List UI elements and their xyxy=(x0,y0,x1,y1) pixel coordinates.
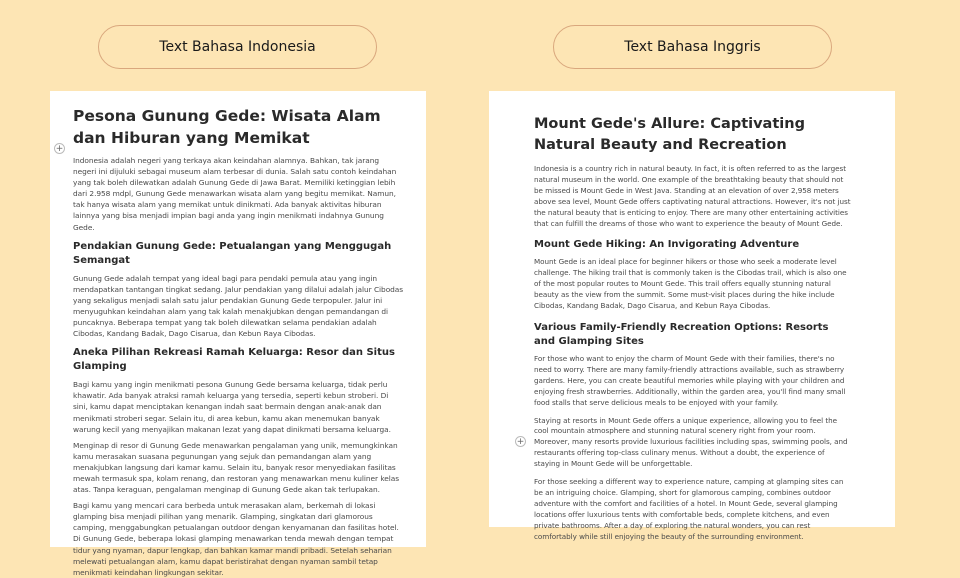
doc-title: Mount Gede's Allure: Captivating Natural Beauty and Recreation xyxy=(534,116,805,153)
family-paragraph: For those who want to enjoy the charm of Mount Gede with their families, there's no need to worry. There are many family-friendly attractions available, such as strawberry gardens. Here, you can create beautiful memories while playing with your children and enjoying fresh strawberries. Additionally, within the garden area, you'll find many small food stalls that serve delicious meals to be enjoyed with your family. xyxy=(534,353,846,407)
section-heading-recreation: Various Family-Friendly Recreation Options: Resorts and Glamping Sites xyxy=(534,321,829,347)
intro-paragraph: Indonesia adalah negeri yang terkaya akan keindahan alamnya. Bahkan, tak jarang negeri ini dijuluki sebagai museum alam terbesar di dunia. Salah satu contoh keindahan yang tak boleh dilewatkan adalah Gunung Gede di Jawa Barat. Memiliki ketinggian lebih dari 2.958 mdpl, Gunung Gede menawarkan wisata alam yang begitu memikat. Namun, tak hanya wisata alam yang memikat untuk dinikmati. Ada banyak aktivitas hiburan lainnya yang bisa menjadi impian bagi anda yang ingin menikmati indahnya Gunung Gede. xyxy=(73,156,397,232)
doc-title: Pesona Gunung Gede: Wisata Alam dan Hiburan yang Memikat xyxy=(73,107,381,147)
indonesian-document[interactable] xyxy=(50,91,426,577)
english-document[interactable] xyxy=(489,91,895,541)
label-indonesian-text: Text Bahasa Indonesia xyxy=(98,25,377,69)
glamping-paragraph: Bagi kamu yang mencari cara berbeda untuk merasakan alam, berkemah di lokasi glamping bisa menjadi pilihan yang menarik. Glamping, singkatan dari glamorous camping, menggabungkan petualangan outdoor dengan kenyamanan dan fasilitas hotel. Di Gunung Gede, beberapa lokasi glamping menawarkan tenda mewah dengan tempat tidur yang nyaman, dapur lengkap, dan bahkan kamar mandi pribadi. Setelah seharian melewati petualangan alam, kamu dapat beristirahat dengan nyaman sambil tetap menikmati keindahan lingkungan sekitar. xyxy=(73,501,399,577)
plus-icon[interactable]: + xyxy=(516,437,525,447)
section-heading-hiking: Pendakian Gunung Gede: Petualangan yang Menggugah Semangat xyxy=(73,240,392,266)
hiking-paragraph: Gunung Gede adalah tempat yang ideal bagi para pendaki pemula atau yang ingin mendapatkan tantangan tingkat sedang. Jalur pendakian yang dilalui adalah jalur Cibodas yang sekaligus menjadi salah satu jalur pendakian Gunung Gede terpopuler. Jalur ini menyuguhkan keindahan alam yang tak kalah menakjubkan dengan pemandangan di puncaknya. Beberapa tempat yang tak boleh dilewatkan selama pendakian adalah Cibodas, Kandang Badak, Dago Cisarua, dan Kebun Raya Cibodas. xyxy=(73,273,404,339)
resort-paragraph: Staying at resorts in Mount Gede offers a unique experience, allowing you to feel the cool mountain atmosphere and stunning natural scenery right from your room. Moreover, many resorts provide luxurious facilities including spas, swimming pools, and restaurants offering top-class culinary menus. Without a doubt, the experience of staying in Mount Gede will be unforgettable. xyxy=(534,415,848,469)
label-english-text: Text Bahasa Inggris xyxy=(553,25,832,69)
intro-paragraph: Indonesia is a country rich in natural beauty. In fact, it is often referred to as the largest natural museum in the world. One example of the breathtaking beauty that should not be missed is Mount Gede in West Java. Standing at an elevation of over 2,958 meters above sea level, Mount Gede offers captivating natural attractions. However, it's not just the natural beauty that is enticing to enjoy. There are many other entertaining activities that can fulfill the dreams of those who want to experience the beauty of Mount Gede. xyxy=(534,164,851,228)
family-paragraph: Bagi kamu yang ingin menikmati pesona Gunung Gede bersama keluarga, tidak perlu khawatir. Ada banyak atraksi ramah keluarga yang tersedia, seperti kebun stroberi. Di sini, kamu dapat menciptakan kenangan indah saat bermain dengan anak-anak dan menikmati stroberi segar. Selain itu, di area kebun, kamu akan menemukan banyak warung kecil yang menyajikan makanan lezat yang dapat dinikmati bersama keluarga. xyxy=(73,380,391,434)
section-heading-recreation: Aneka Pilihan Rekreasi Ramah Keluarga: Resor dan Situs Glamping xyxy=(73,347,395,373)
plus-icon[interactable]: + xyxy=(55,144,64,154)
resort-paragraph: Menginap di resor di Gunung Gede menawarkan pengalaman yang unik, memungkinkan kamu merasakan suasana pegunungan yang sejuk dan pemandangan alam yang menakjubkan langsung dari kamar kamu. Selain itu, banyak resor menyediakan fasilitas mewah termasuk spa, kolam renang, dan restoran yang menawarkan menu kuliner kelas atas. Tanpa keraguan, pengalaman menginap di Gunung Gede akan tak terlupakan. xyxy=(73,440,400,495)
glamping-paragraph: For those seeking a different way to experience nature, camping at glamping sites can be an intriguing choice. Glamping, short for glamorous camping, combines outdoor adventure with the comfort and facilities of a hotel. In Mount Gede, several glamping locations offer luxurious tents with comfortable beds, complete kitchens, and even private bathrooms. After a day of exploring the natural wonders, you can rest comfortably while still enjoying the beauty of the surrounding environment. xyxy=(534,477,844,541)
hiking-paragraph: Mount Gede is an ideal place for beginner hikers or those who seek a moderate level challenge. The hiking trail that is commonly taken is the Cibodas trail, which is also one of the most popular routes to Mount Gede. This trail offers equally stunning natural beauty as the view from the summit. Some must-visit places during the hike include Cibodas, Kandang Badak, Dago Cisarua, and Kebun Raya Cibodas. xyxy=(534,257,847,311)
section-heading-hiking: Mount Gede Hiking: An Invigorating Adventure xyxy=(534,239,800,251)
